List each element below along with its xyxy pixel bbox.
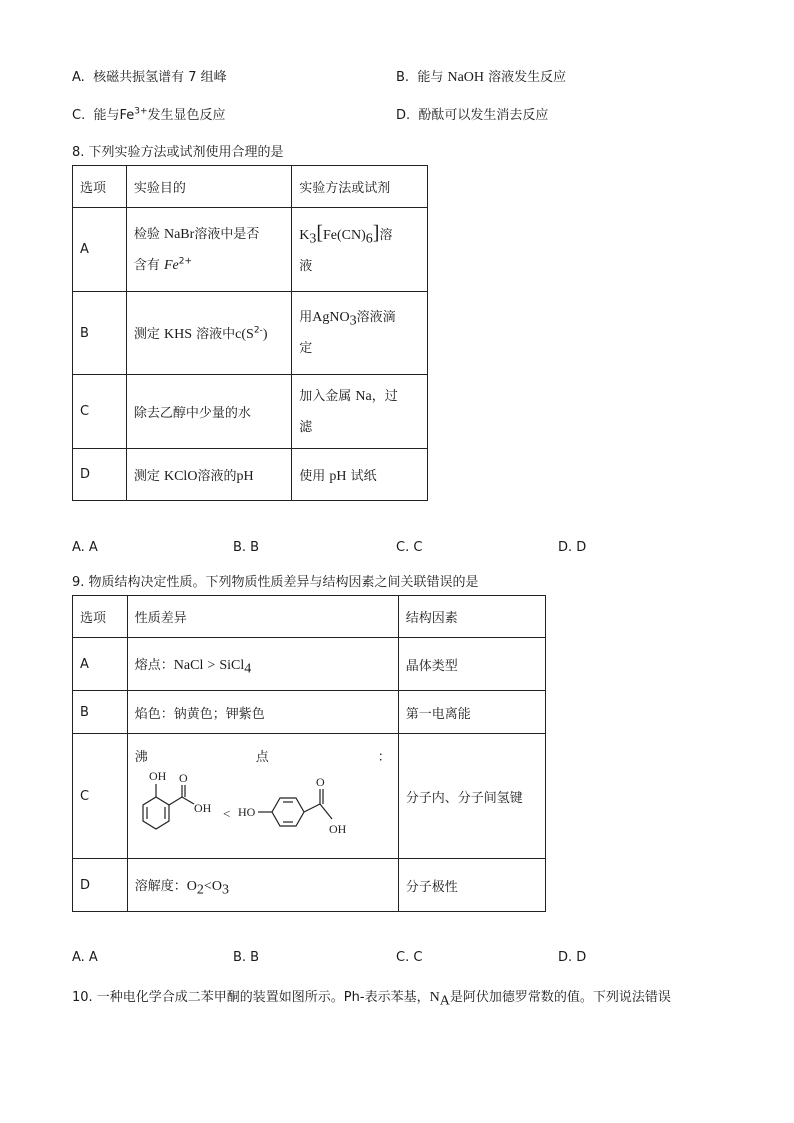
text: 检验 xyxy=(133,226,160,242)
option-cell: C xyxy=(73,375,127,449)
method-cell xyxy=(292,449,428,501)
subscript: 3 xyxy=(221,882,229,898)
paren: ) xyxy=(262,327,268,342)
q7-option-a xyxy=(72,66,227,85)
q9-answer-b: B. B xyxy=(233,950,260,965)
option-prefix: C. xyxy=(72,108,86,123)
text: 溶 xyxy=(379,227,393,243)
operator: > xyxy=(207,658,216,673)
text: 点 xyxy=(255,750,269,765)
text: 测定 xyxy=(133,468,160,484)
text: 是阿伏加德罗常数的值。下列说法错误 xyxy=(449,990,671,1005)
option-text: 核磁共振氢谱有 7 组峰 xyxy=(93,70,227,85)
charge: 3+ xyxy=(134,106,148,117)
option-prefix: D. xyxy=(396,108,411,123)
subscript: A xyxy=(439,993,450,1009)
table-row xyxy=(73,208,428,292)
q7-option-d xyxy=(396,104,548,123)
formula-nacl: NaCl xyxy=(173,658,204,673)
header-method: 实验方法或试剂 xyxy=(292,166,428,208)
text: 沸 xyxy=(134,750,148,765)
text: 含有 xyxy=(133,257,160,273)
header-property: 性质差异 xyxy=(127,596,398,638)
salicylic-acid-structure xyxy=(143,784,194,829)
option-prefix: A. xyxy=(72,70,85,85)
charge: 2+ xyxy=(178,256,193,267)
q7-option-c xyxy=(72,104,226,123)
text: 加入金属 xyxy=(299,388,352,404)
table-row xyxy=(73,449,428,501)
oh-label: OH xyxy=(148,769,167,783)
formula-na: Na xyxy=(355,388,372,404)
method-cell xyxy=(292,208,428,292)
text: 使用 xyxy=(299,468,326,484)
formula-khs: KHS xyxy=(163,327,192,342)
purpose-cell xyxy=(126,449,291,501)
text: 溶解度： xyxy=(134,879,187,894)
subscript: 6 xyxy=(365,231,373,247)
q8-answer-c: C. C xyxy=(396,540,423,555)
text: 测定 xyxy=(133,327,160,342)
ho-label: HO xyxy=(237,805,256,819)
factor-cell: 第一电离能 xyxy=(398,691,545,734)
method-cell xyxy=(292,375,428,449)
text: 溶液的 xyxy=(197,468,237,484)
header-purpose: 实验目的 xyxy=(126,166,291,208)
formula-ph: pH xyxy=(329,468,347,484)
header-factor: 结构因素 xyxy=(398,596,545,638)
left-bracket: [ xyxy=(316,221,324,244)
table-row xyxy=(73,292,428,375)
q8-answer-d: D. D xyxy=(558,540,587,555)
table-header-row xyxy=(73,596,546,638)
option-text: 溶液发生反应 xyxy=(488,70,567,85)
text: 溶液中 xyxy=(196,327,236,342)
q8-answer-b: B. B xyxy=(233,540,260,555)
option-text: 酚酞可以发生消去反应 xyxy=(418,108,549,123)
q10-stem xyxy=(72,986,671,1009)
structure-comparison xyxy=(128,734,398,858)
property-cell xyxy=(127,859,398,912)
text: 溶液滴 xyxy=(356,310,396,325)
option-text: 能与 xyxy=(93,108,120,123)
option-cell: D xyxy=(73,449,127,501)
header-option: 选项 xyxy=(73,166,127,208)
text: ，过 xyxy=(371,388,398,404)
formula-c-s: c(S xyxy=(235,327,254,342)
subscript: 3 xyxy=(309,231,317,247)
formula-fe: Fe xyxy=(119,108,135,123)
formula-kclo: KClO xyxy=(163,468,198,484)
option-prefix: B. xyxy=(396,70,410,85)
formula-k3fecn6: K xyxy=(299,227,310,243)
option-cell: B xyxy=(73,292,127,375)
q9-answer-c: C. C xyxy=(396,950,423,965)
q8-stem: 8. 下列实验方法或试剂使用合理的是 xyxy=(72,145,284,160)
q7-option-b xyxy=(396,66,566,86)
table-row xyxy=(73,859,546,912)
o-label: O xyxy=(178,771,188,785)
formula-na-avogadro: N xyxy=(429,990,440,1005)
text: 滤 xyxy=(299,419,313,435)
text: 定 xyxy=(299,341,313,356)
q8-answer-a: A. A xyxy=(72,540,98,555)
purpose-cell xyxy=(126,292,291,375)
q9-answer-a: A. A xyxy=(72,950,98,965)
header-option: 选项 xyxy=(73,596,128,638)
table-row xyxy=(73,375,428,449)
purpose-cell: 除去乙醇中少量的水 xyxy=(126,375,291,449)
formula-naoh: NaOH xyxy=(447,70,485,85)
formula-fe: Fe xyxy=(323,227,338,243)
subscript: 3 xyxy=(349,313,357,329)
q9-table xyxy=(72,595,546,912)
purpose-cell xyxy=(126,208,291,292)
option-cell: D xyxy=(73,859,128,912)
property-cell xyxy=(127,638,398,691)
option-cell: B xyxy=(73,691,128,734)
property-cell xyxy=(127,734,398,859)
text: 熔点： xyxy=(134,658,174,673)
formula-cn: (CN) xyxy=(337,227,366,243)
q9-stem: 9. 物质结构决定性质。下列物质性质差异与结构因素之间关联错误的是 xyxy=(72,575,479,590)
property-cell: 焰色：钠黄色；钾紫色 xyxy=(127,691,398,734)
text: 试纸 xyxy=(350,468,377,484)
right-bracket: ] xyxy=(372,221,380,244)
method-cell xyxy=(292,292,428,375)
table-row xyxy=(73,691,546,734)
option-text: 发生显色反应 xyxy=(147,108,226,123)
factor-cell: 晶体类型 xyxy=(398,638,545,691)
oh-label: OH xyxy=(328,822,347,836)
table-header-row xyxy=(73,166,428,208)
formula-ph: pH xyxy=(236,468,254,484)
factor-cell: 分子内、分子间氢键 xyxy=(398,734,545,859)
o-label: O xyxy=(315,775,325,789)
text: 溶液中是否 xyxy=(194,226,260,242)
formula-agno3: AgNO xyxy=(312,310,350,325)
less-than-sign: < xyxy=(222,806,231,821)
charge: 2- xyxy=(253,325,263,336)
q9-answer-d: D. D xyxy=(558,950,587,965)
option-cell: A xyxy=(73,638,128,691)
formula-o3: O xyxy=(211,879,222,894)
formula-sicl4: SiCl xyxy=(219,658,245,673)
option-cell: C xyxy=(73,734,128,859)
oh-label: OH xyxy=(193,801,212,815)
text: 液 xyxy=(299,258,313,274)
formula-o2: O xyxy=(186,879,197,894)
factor-cell: 分子极性 xyxy=(398,859,545,912)
formula-nabr: NaBr xyxy=(163,226,195,242)
subscript: 2 xyxy=(196,882,204,898)
p-hydroxybenzoic-acid-structure xyxy=(258,789,332,826)
text: ： xyxy=(377,750,391,765)
text: 用 xyxy=(299,310,313,325)
q8-table xyxy=(72,165,428,501)
table-row xyxy=(73,734,546,859)
text: 10. 一种电化学合成二苯甲酮的装置如图所示。Ph-表示苯基， xyxy=(72,990,430,1005)
operator: < xyxy=(203,879,212,894)
subscript: 4 xyxy=(244,661,252,677)
option-text: 能与 xyxy=(417,70,444,85)
table-row xyxy=(73,638,546,691)
formula-fe: Fe xyxy=(163,257,179,273)
option-cell: A xyxy=(73,208,127,292)
